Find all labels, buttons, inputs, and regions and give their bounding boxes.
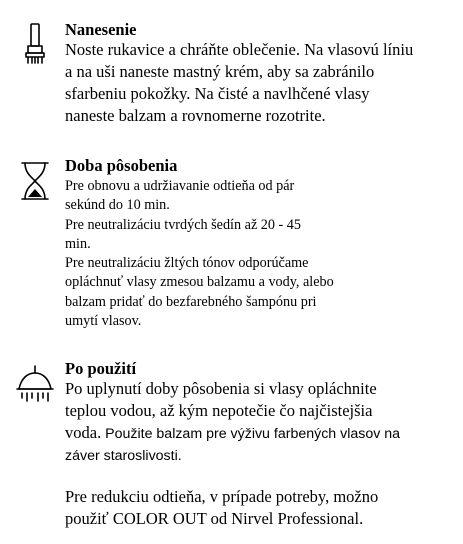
after-use-line [65, 422, 455, 445]
duration-line: balzam pridať do bezfarebného šampónu pri [65, 293, 317, 310]
note-line: Pre redukciu odtieňa, v prípade potreby, možno [65, 487, 379, 506]
duration-line: umytí vlasov. [65, 313, 142, 330]
note-line: použiť COLOR OUT od Nirvel Professional. [65, 509, 364, 528]
duration-line: sekúnd do 10 min. [65, 197, 170, 214]
after-use-line-serif: voda. [65, 423, 102, 442]
after-use-line: teplou vodou, až kým nepotečie čo najčistejšia [65, 401, 373, 420]
after-use-line: záver staroslivosti. [65, 448, 182, 464]
after-use-title: Po použití [65, 359, 137, 378]
hourglass-icon [14, 160, 56, 202]
after-use-line: Po uplynutí doby pôsobenia si vlasy opláchnite [65, 379, 377, 398]
duration-line: opláchnuť vlasy zmesou balzamu a vody, alebo [65, 274, 334, 291]
application-line: sfarbeniu pokožky. Na čisté a navlhčené vlasy [65, 84, 370, 103]
shower-icon [14, 364, 56, 406]
application-line: Noste rukavice a chráňte oblečenie. Na vlasovú líniu [65, 40, 414, 59]
application-line: naneste balzam a rovnomerne rozotrite. [65, 106, 326, 125]
application-text [65, 39, 455, 127]
duration-title: Doba pôsobenia [65, 156, 178, 175]
duration-line: min. [65, 235, 91, 252]
application-title: Nanesenie [65, 20, 137, 39]
duration-line: Pre neutralizáciu žltých tónov odporúčame [65, 255, 309, 272]
application-line: a na uši naneste mastný krém, aby sa zabránilo [65, 62, 375, 81]
brush-icon [14, 22, 56, 64]
duration-line: Pre obnovu a udržiavanie odtieňa od pár [65, 178, 295, 194]
duration-text [65, 177, 455, 331]
after-use-text [65, 378, 455, 467]
duration-line: Pre neutralizáciu tvrdých šedín až 20 - 45 [65, 216, 301, 233]
after-use-line-sans: Použite balzam pre výživu farbených vlasov na [101, 426, 401, 442]
